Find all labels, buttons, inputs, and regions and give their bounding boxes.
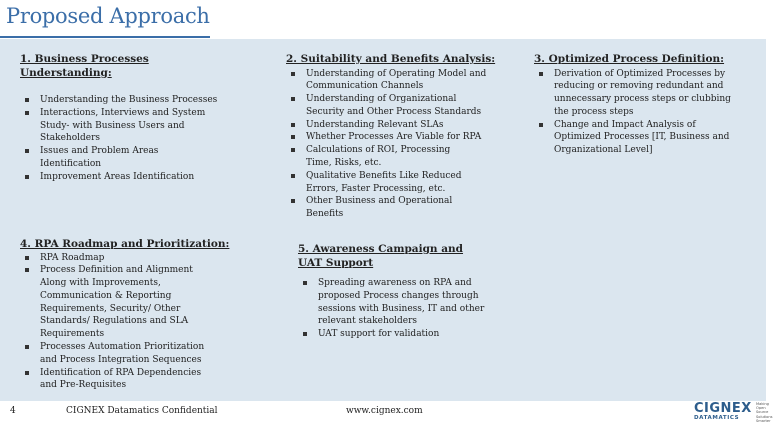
section-business-processes <box>20 53 225 184</box>
list-item: RPA Roadmap <box>20 252 205 265</box>
list-item: Other Business and Operational Benefits <box>286 195 461 221</box>
section-heading: 2. Suitability and Benefits Analysis: <box>286 53 496 65</box>
section-heading: 1. Business Processes Understanding: <box>20 53 149 79</box>
list-item: Change and Impact Analysis of Optimized Processes [IT, Business and Organizational Level] <box>534 119 739 157</box>
logo-subtext: DATAMATICS <box>694 415 740 421</box>
list-item: Interactions, Interviews and System Study- with Business Users and Stakeholders <box>20 107 210 145</box>
list-item: UAT support for validation <box>298 328 493 341</box>
list-item: Understanding the Business Processes <box>20 94 225 107</box>
website-url: www.cignex.com <box>346 406 423 416</box>
section-heading: 4. RPA Roadmap and Prioritization: <box>20 238 230 250</box>
list-item: Derivation of Optimized Processes by reducing or removing redundant and unnecessary process steps or clubbing the process steps <box>534 68 739 119</box>
list-item: Whether Processes Are Viable for RPA <box>286 131 491 144</box>
list-item: Understanding of Organizational Security and Other Process Standards <box>286 93 491 119</box>
confidential-label: CIGNEX Datamatics Confidential <box>66 406 218 416</box>
list-item: Identification of RPA Dependencies and Pre-Requisites <box>20 367 205 393</box>
list-item: Understanding of Operating Model and Communication Channels <box>286 68 491 94</box>
list-item: Issues and Problem Areas Identification <box>20 145 180 171</box>
bullet-list <box>298 277 493 341</box>
section-suitability-benefits <box>286 53 501 221</box>
title-underline <box>0 36 210 38</box>
bullet-list <box>20 252 205 393</box>
section-heading: 5. Awareness Campaign and UAT Support <box>298 243 464 269</box>
page-number: 4 <box>10 406 16 416</box>
list-item: Calculations of ROI, Processing Time, Risks, etc. <box>286 144 471 170</box>
bullet-list <box>20 94 225 184</box>
section-rpa-roadmap <box>20 238 235 392</box>
bullet-list <box>534 68 739 158</box>
list-item: Improvement Areas Identification <box>20 171 225 184</box>
list-item: Spreading awareness on RPA and proposed Process changes through sessions with Business, IT and other relevant stakeholders <box>298 277 493 328</box>
section-awareness-uat <box>298 243 498 341</box>
list-item: Process Definition and Alignment Along with Improvements, Communication & Reporting Requirements, Security/ Other Standards/ Regulations and SLA Requirements <box>20 264 205 341</box>
page-title: Proposed Approach <box>6 4 210 28</box>
bullet-list <box>286 68 491 222</box>
company-logo <box>694 401 773 423</box>
logo-wordmark: CIGNEX <box>694 401 752 416</box>
section-optimized-process <box>534 53 749 157</box>
list-item: Understanding Relevant SLAs <box>286 119 491 132</box>
logo-tagline: Making Open Source Solutions Smarter <box>756 402 773 423</box>
list-item: Processes Automation Prioritization and Process Integration Sequences <box>20 341 205 367</box>
section-heading: 3. Optimized Process Definition: <box>534 53 725 65</box>
list-item: Qualitative Benefits Like Reduced Errors, Faster Processing, etc. <box>286 170 471 196</box>
